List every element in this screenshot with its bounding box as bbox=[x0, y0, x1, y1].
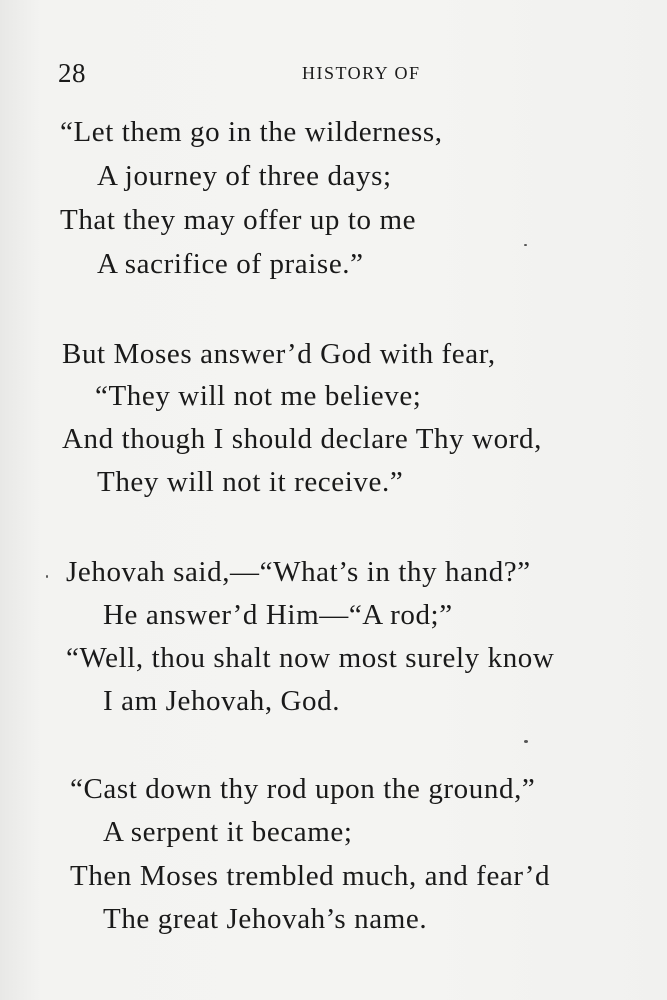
verse-line: They will not it receive.” bbox=[97, 466, 404, 498]
verse-line: “Let them go in the wilderness, bbox=[60, 116, 443, 148]
print-speck bbox=[524, 244, 527, 246]
print-speck bbox=[46, 575, 48, 578]
verse-line: That they may offer up to me bbox=[60, 204, 417, 236]
verse-line: The great Jehovah’s name. bbox=[103, 903, 428, 935]
verse-line: He answer’d Him—“A rod;” bbox=[103, 599, 453, 631]
print-speck bbox=[524, 740, 528, 743]
verse-line: I am Jehovah, God. bbox=[103, 685, 341, 717]
verse-line: Then Moses trembled much, and fear’d bbox=[70, 860, 551, 892]
verse-line: A sacrifice of praise.” bbox=[97, 248, 364, 280]
verse-line: And though I should declare Thy word, bbox=[62, 423, 542, 455]
page-number: 28 bbox=[58, 58, 86, 88]
verse-line: But Moses answer’d God with fear, bbox=[62, 338, 496, 370]
verse-line: “They will not me believe; bbox=[95, 380, 422, 412]
verse-line: “Well, thou shalt now most surely know bbox=[66, 642, 555, 674]
verse-line: A serpent it became; bbox=[103, 816, 353, 848]
verse-line: Jehovah said,—“What’s in thy hand?” bbox=[66, 556, 531, 588]
verse-line: “Cast down thy rod upon the ground,” bbox=[70, 773, 536, 805]
running-head: HISTORY OF bbox=[302, 63, 421, 83]
verse-line: A journey of three days; bbox=[97, 160, 392, 192]
